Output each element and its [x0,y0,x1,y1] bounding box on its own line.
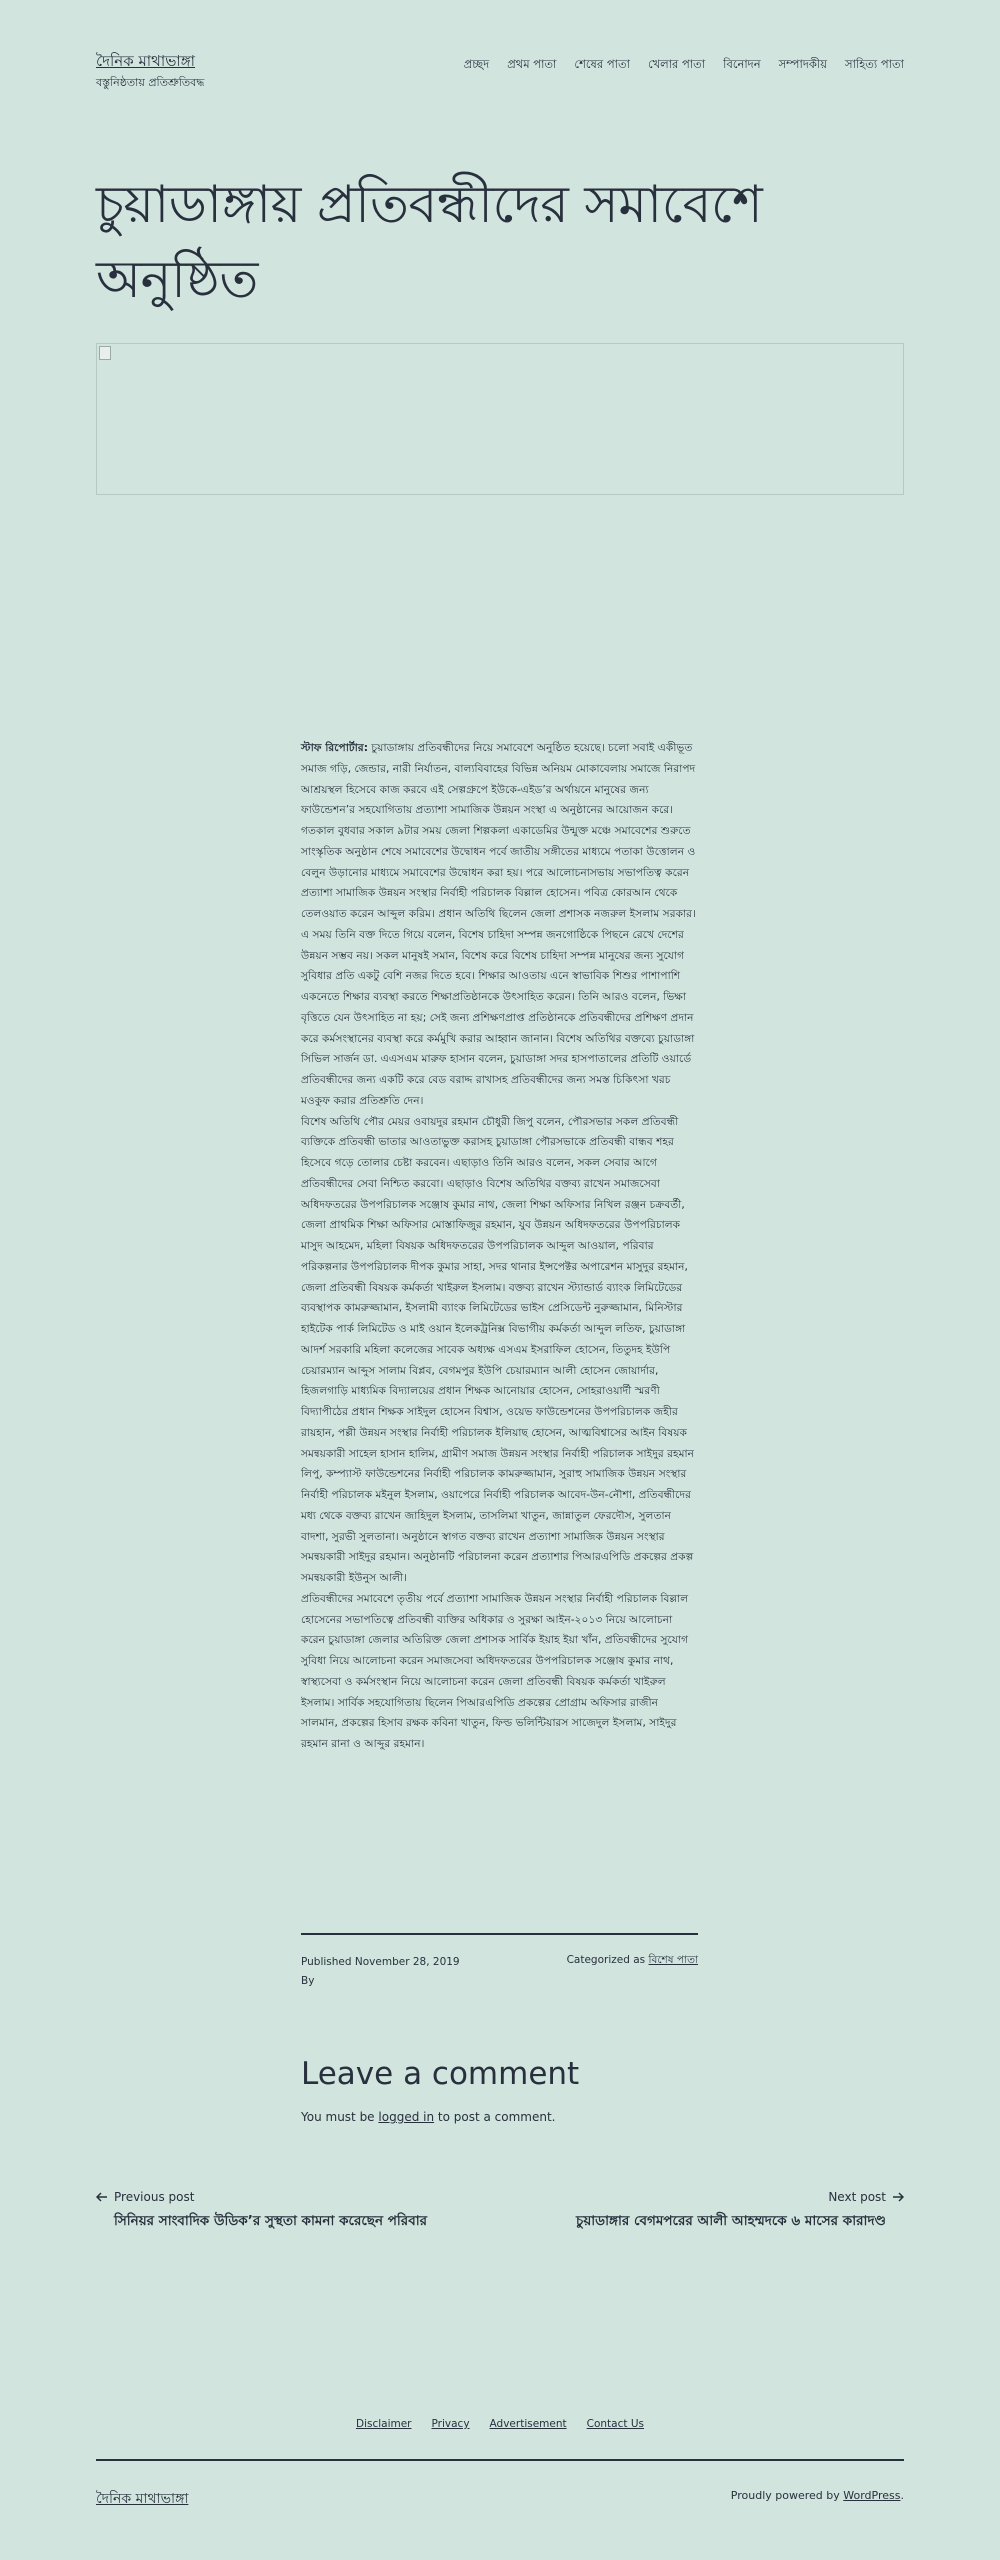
powered-by [731,2489,904,2502]
paragraph [301,738,698,1112]
previous-post-label: Previous post [114,2190,195,2204]
next-post-title: চুয়াডাঙ্গার বেগমপরের আলী আহম্মদকে ৬ মাসের কারাদণ্ড [576,2213,886,2229]
menu-item-editorial[interactable]: সম্পাদকীয় [778,57,827,71]
footer-link-privacy[interactable]: Privacy [431,2418,470,2430]
menu-item-literature[interactable]: সাহিত্য পাতা [845,57,904,71]
previous-post-title: সিনিয়র সাংবাদিক উডিক’র সুস্থতা কামনা করেছেন পরিবার [114,2213,428,2229]
must-login-prefix: You must be [301,2110,375,2124]
must-login-suffix: to post a comment. [437,2110,556,2124]
site-title-link[interactable]: দৈনিক মাথাভাঙ্গা [96,52,196,70]
post-content [301,738,698,1755]
powered-by-suffix: . [900,2489,904,2502]
wordpress-link[interactable]: WordPress [843,2489,901,2502]
byline: By [301,1975,315,1987]
categorized-label: Categorized as [566,1954,646,1966]
menu-item-first-page[interactable]: প্রথম পাতা [507,57,557,71]
next-post-link[interactable] [576,2190,904,2233]
site-footer [96,2459,904,2507]
category-link[interactable]: বিশেষ পাতা [648,1954,698,1966]
footer-site-title-link[interactable]: দৈনিক মাথাভাঙ্গা [96,2491,189,2507]
comments-title: Leave a comment [301,2056,580,2092]
footer-link-advertisement[interactable]: Advertisement [489,2418,567,2430]
paragraph: বিশেষ অতিথি পৌর মেয়র ওবায়দুর রহমান চৌধুরী জিপু বলেন, পৌরসভার সকল প্রতিবন্ধী ব্যক্তিকে প্রতিবন্ধী ভাতার আওতাভুক্ত করাসহ চুয়াডাঙ্গা পৌরসভাকে প্রতিবন্ধী বান্ধব শহর হিসেবে গড়ে তোলার চেষ্টা করবেন। এছাড়াও তিনি আরও বলেন, সকল সেবার আগে প্রতিবন্ধীদের সেবা নিশ্চিত করবো। এছাড়াও বিশেষ অতিথির বক্তব্য রাখেন সমাজসেবা অধিদফতরের উপপরিচালক সঞ্জোষ কুমার নাথ, জেলা শিক্ষা অফিসার নিখিল রঞ্জন চক্রবর্তী, জেলা প্রাথমিক শিক্ষা অফিসার মোস্তাফিজুর রহমান, যুব উন্নয়ন অধিদফতরের উপপরিচালক মাসুদ আহমেদ, মহিলা বিষয়ক অধিদফতরের উপপরিচালক আব্দুল আওয়াল, পরিবার পরিকল্পনার উপপরিচালক দীপক কুমার সাহা, সদর থানার ইন্সপেক্টর অপারেশন মাসুদুর রহমান, জেলা প্রতিবন্ধী বিষয়ক কর্মকর্তা খাইরুল ইসলাম। বক্তব্য রাখেন স্ট্যান্ডার্ড ব্যাংক লিমিটেডের ব্যবস্থাপক কামরুজ্জামান, ইসলামী ব্যাংক লিমিটেডের ভাইস প্রেসিডেন্ট নুরুজ্জামান, মিনিস্টার হাইটেক পার্ক লিমিটেড ও মাই ওয়ান ইলেকট্রনিক্স বিভাগীয় কর্মকর্তা আব্দুল লতিফ, চুয়াডাঙ্গা আদর্শ সরকারি মহিলা কলেজের সাবেক অধ্যক্ষ এসএম ইসরাফিল হোসেন, তিতুদহ ইউপি চেয়ারম্যান আব্দুস সালাম বিপ্লব, বেগমপুর ইউপি চেয়ারম্যান আলী হোসেন জোয়ার্দার, হিজলগাড়ি মাধ্যমিক বিদ্যালয়ের প্রধান শিক্ষক আনোয়ার হোসেন, সোহরাওয়ার্দী স্মরণী বিদ্যাপীঠের প্রধান শিক্ষক সাইদুল হোসেন বিশ্বাস, ওয়েভ ফাউন্ডেশনের উপপরিচালক জহীর রায়হান, পল্লী উন্নয়ন সংস্থার নির্বাহী পরিচালক ইলিয়াছ হোসেন, আত্মবিশ্বাসের আইন বিষয়ক সমন্বয়কারী সাহেল হাসান হালিম, গ্রামীণ সমাজ উন্নয়ন সংস্থার নির্বাহী পরিচালক সাইদুর রহমান লিপু, কম্প্যাস্ট ফাউন্ডেশনের নির্বাহী পরিচালক কামরুজ্জামান, সুরাহু সামাজিক উন্নয়ন সংস্থার নির্বাহী পরিচালক মইনুল ইসলাম, ওয়াপেরে নির্বাহী পরিচালক আবেদ-উন-নৌশা, প্রতিবন্ধীদের মধ্য থেকে বক্তব্য রাখেন জাহিদুল ইসলাম, তাসলিমা খাতুন, জান্নাতুল ফেরদৌস, সুলতান বাদশা, সুরভী সুলতানা। অনুষ্ঠানে স্বাগত বক্তব্য রাখেন প্রত্যাশা সামাজিক উন্নয়ন সংস্থার সমন্বয়কারী সাইদুর রহমান। অনুষ্ঠানটি পরিচালনা করেন প্রত্যাশার পিআরএপিডি প্রকল্পের প্রকল্প সমন্বয়কারী ইউনুস আলী। [301,1114,694,1584]
menu-item-entertainment[interactable]: বিনোদন [723,57,761,71]
post-navigation [96,2190,904,2250]
post-meta [301,1953,460,1991]
next-post-label: Next post [828,2190,886,2204]
paragraph: প্রতিবন্ধীদের সমাবেশে তৃতীয় পর্বে প্রত্যাশা সামাজিক উন্নয়ন সংস্থার নির্বাহী পরিচালক বিল্লাল হোসেনের সভাপতিত্বে প্রতিবন্ধী ব্যক্তির অধিকার ও সুরক্ষা আইন-২০১৩ নিয়ে আলোচনা করেন চুয়াডাঙ্গা জেলার অতিরিক্ত জেলা প্রশাসক সার্বিক ইয়াহ ইয়া খাঁন, প্রতিবন্ধীদের সুযোগ সুবিধা নিয়ে আলোচনা করেন সমাজসেবা অধিদফতরের উপপরিচালক সঞ্জোষ কুমার নাথ, স্বাস্থ্যসেবা ও কর্মসংস্থান নিয়ে আলোচনা করেন জেলা প্রতিবন্ধী বিষয়ক কর্মকর্তা খাইরুল ইসলাম। সার্বিক সহযোগিতায় ছিলেন পিআরএপিডি প্রকল্পের প্রোগ্রাম অফিসার রাজীন সালমান, প্রকল্পের হিসাব রক্ষক কবিনা খাতুন, ফিল্ড ভলিন্টিয়ারস সাজেদুল ইসলাম, সাইদুর রহমান রানা ও আব্দুর রহমান। [301,1591,689,1750]
byline-label: স্টাফ রিপোর্টার: [301,741,368,754]
menu-item-home[interactable]: প্রচ্ছদ [463,57,490,71]
broken-image-icon [99,346,111,360]
entry-footer [301,1933,698,1987]
arrow-left-icon [96,2192,108,2202]
menu-item-sports[interactable]: খেলার পাতা [647,57,706,71]
site-description: বস্তুনিষ্ঠতায় প্রতিশ্রুতিবদ্ধ [96,76,205,89]
footer-link-disclaimer[interactable]: Disclaimer [355,2418,412,2430]
footer-link-contact[interactable]: Contact Us [586,2418,644,2430]
site-header [96,50,904,100]
category-meta [567,1953,698,1970]
arrow-right-icon [892,2192,904,2202]
paragraph-text: চুয়াডাঙ্গায় প্রতিবন্ধীদের নিয়ে সমাবেশে অনুষ্ঠিত হয়েছে। চলো সবাই একীভূত সমাজ গড়ি, জেন্ডার, নারী নির্যাতন, বাল্যবিবাহের বিভিন্ন অনিয়ম মোকাবেলায় সমাজে নিরাপদ আশ্রয়স্থল হিসেবে কাজ করবে এই সেল্পগ্রুপে ইউকে-এইড’র অর্থায়নে মানুষের জন্য ফাউন্ডেশন’র সহযোগিতায় প্রত্যাশা সামাজিক উন্নয়ন সংস্থা এ অনুষ্ঠানের আয়োজন করে। গতকাল বুধবার সকাল ৯টার সময় জেলা শিল্পকলা একাডেমির উন্মুক্ত মঞ্চে সমাবেশের শুরুতে সাংস্কৃতিক অনুষ্ঠান শেষে সমাবেশের উদ্বোধন পর্বে জাতীয় সঙ্গীতের মাধ্যমে পতাকা উত্তোলন ও বেলুন উড়ানোর মাধ্যমে সমাবেশের উদ্বোধন করা হয়। পরে আলোচনাসভায় সভাপতিত্ব করেন প্রত্যাশা সামাজিক উন্নয়ন সংস্থার নির্বাহী পরিচালক বিল্লাল হোসেন। পবিত্র কোরআন থেকে তেলওয়াত করেন আব্দুল করিম। প্রধান অতিথি ছিলেন জেলা প্রশাসক নজরুল ইসলাম সরকার। এ সময় তিনি বক্ত দিতে গিয়ে বলেন, বিশেষ চাহিদা সম্পন্ন জনগোষ্ঠিকে পিছনে রেখে দেশের উন্নয়ন সম্ভব নয়। সকল মানুষই সমান, বিশেষ করে বিশেষ চাহিদা সম্পন্ন মানুষের জন্য সুযোগ সুবিধার প্রতি একটু বেশি নজর দিতে হবে। শিক্ষার আওতায় এনে স্বাভাবিক শিশুর পাশাপাশি একনেতে শিক্ষার ব্যবস্থা করতে শিক্ষাপ্রতিষ্ঠানকে উৎসাহিত করেন। তিনি আরও বলেন, ভিক্ষা বৃত্তিতে যেন উৎসাহিত না হয়; সেই জন্য প্রশিক্ষণপ্রাপ্ত প্রতিষ্ঠানকে প্রতিবন্ধীদের প্রশিক্ষণ প্রদান করে কর্মসংস্থানের ব্যবস্থা করে কর্মমুখি করার আহ্বান জানান। বিশেষ অতিথির বক্তব্যে চুয়াডাঙ্গা সিভিল সার্জন ডা. এএসএম মারুফ হাসান বলেন, চুয়াডাঙ্গা সদর হাসপাতালের প্রতিটি ওয়ার্ডে প্রতিবন্ধীদের জন্য একটি করে বেড বরাদ্দ রাখাসহ প্রতিবন্ধীদের জন্য সমস্ত চিকিৎসা খরচ মওকুফ করার প্রতিশ্রুতি দেন। [301,741,696,1107]
post-title: চুয়াডাঙ্গায় প্রতিবন্ধীদের সমাবেশে অনুষ্ঠিত [96,175,763,310]
must-login-notice [301,2110,556,2124]
previous-post-link[interactable] [96,2190,427,2233]
menu-item-last-page[interactable]: শেষের পাতা [574,57,630,71]
powered-by-prefix: Proudly powered by [730,2489,840,2502]
primary-menu [464,56,904,75]
published-date: Published November 28, 2019 [301,1956,460,1968]
login-link[interactable]: logged in [378,2110,435,2124]
footer-menu [0,2418,1000,2430]
featured-image [96,343,904,495]
previous-post-meta [96,2190,427,2204]
next-post-meta [576,2190,904,2204]
